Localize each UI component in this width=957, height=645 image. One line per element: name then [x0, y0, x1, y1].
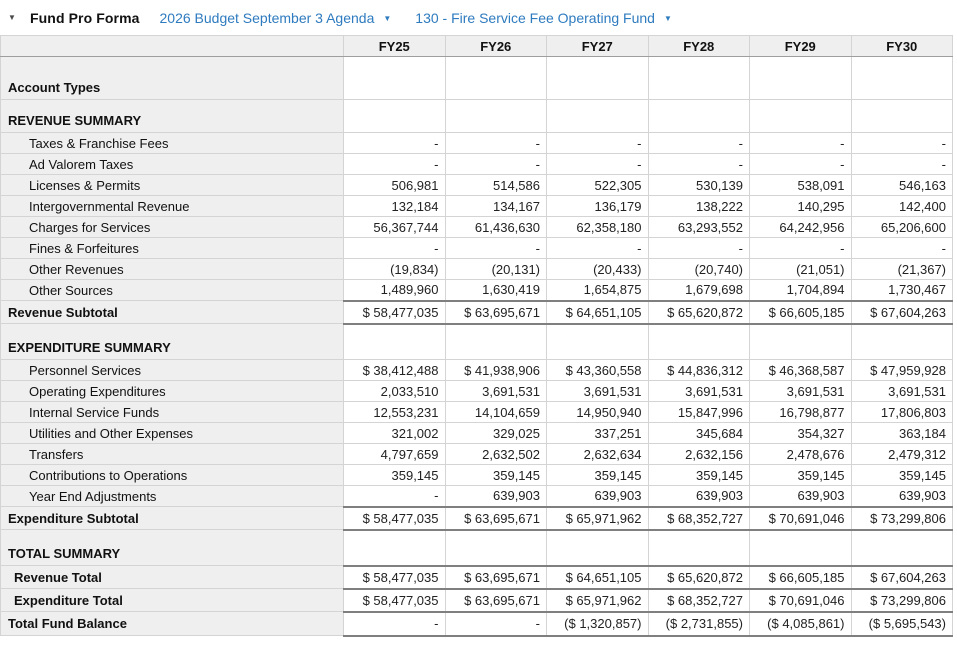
row-label: Charges for Services	[1, 217, 344, 238]
value-cell: 359,145	[445, 465, 547, 486]
value-cell: (20,433)	[547, 259, 649, 280]
row-label: Ad Valorem Taxes	[1, 154, 344, 175]
value-cell: -	[445, 238, 547, 259]
fund-dropdown-label: 130 - Fire Service Fee Operating Fund	[415, 9, 655, 26]
page-title: Fund Pro Forma	[30, 9, 140, 26]
row-label: Revenue Total	[1, 566, 344, 589]
row-label: Operating Expenditures	[1, 381, 344, 402]
value-cell: -	[344, 486, 446, 507]
value-cell: 363,184	[851, 423, 953, 444]
value-cell: $ 46,368,587	[750, 360, 852, 381]
column-header-fy28: FY28	[648, 36, 750, 57]
value-cell: -	[750, 133, 852, 154]
value-cell: 639,903	[851, 486, 953, 507]
value-cell	[445, 100, 547, 133]
value-cell: 530,139	[648, 175, 750, 196]
value-cell: -	[851, 133, 953, 154]
table-row	[1, 280, 953, 301]
row-label: Total Fund Balance	[1, 612, 344, 636]
value-cell: -	[750, 154, 852, 175]
value-cell: -	[547, 238, 649, 259]
value-cell: $ 58,477,035	[344, 301, 446, 324]
value-cell: (21,051)	[750, 259, 852, 280]
table-row	[1, 507, 953, 530]
table-row	[1, 196, 953, 217]
value-cell: (19,834)	[344, 259, 446, 280]
value-cell: -	[344, 238, 446, 259]
value-cell	[750, 100, 852, 133]
value-cell: 56,367,744	[344, 217, 446, 238]
value-cell	[648, 57, 750, 100]
row-label: EXPENDITURE SUMMARY	[1, 324, 344, 360]
column-header-fy27: FY27	[547, 36, 649, 57]
value-cell: 17,806,803	[851, 402, 953, 423]
value-cell	[547, 324, 649, 360]
value-cell	[750, 324, 852, 360]
value-cell	[344, 324, 446, 360]
value-cell: 1,679,698	[648, 280, 750, 301]
value-cell	[648, 530, 750, 566]
value-cell: 16,798,877	[750, 402, 852, 423]
value-cell: $ 64,651,105	[547, 301, 649, 324]
table-row	[1, 360, 953, 381]
value-cell	[750, 530, 852, 566]
value-cell: $ 70,691,046	[750, 507, 852, 530]
value-cell: -	[851, 154, 953, 175]
value-cell: 3,691,531	[648, 381, 750, 402]
value-cell: 138,222	[648, 196, 750, 217]
value-cell: 506,981	[344, 175, 446, 196]
value-cell: 522,305	[547, 175, 649, 196]
value-cell	[851, 57, 953, 100]
row-label: REVENUE SUMMARY	[1, 100, 344, 133]
value-cell: $ 44,836,312	[648, 360, 750, 381]
value-cell	[750, 57, 852, 100]
value-cell: $ 67,604,263	[851, 566, 953, 589]
value-cell: 14,104,659	[445, 402, 547, 423]
table-row	[1, 444, 953, 465]
value-cell: 329,025	[445, 423, 547, 444]
table-row	[1, 259, 953, 280]
column-header-fy25: FY25	[344, 36, 446, 57]
value-cell: 354,327	[750, 423, 852, 444]
table-row	[1, 154, 953, 175]
value-cell	[851, 100, 953, 133]
value-cell: 639,903	[648, 486, 750, 507]
value-cell: 3,691,531	[445, 381, 547, 402]
value-cell	[547, 530, 649, 566]
value-cell: 3,691,531	[750, 381, 852, 402]
value-cell: 14,950,940	[547, 402, 649, 423]
value-cell: 142,400	[851, 196, 953, 217]
table-row	[1, 57, 953, 100]
row-label: TOTAL SUMMARY	[1, 530, 344, 566]
value-cell: 2,479,312	[851, 444, 953, 465]
value-cell: 3,691,531	[851, 381, 953, 402]
value-cell: $ 65,971,962	[547, 507, 649, 530]
value-cell: $ 73,299,806	[851, 589, 953, 612]
value-cell: 2,632,502	[445, 444, 547, 465]
toolbar	[0, 0, 957, 35]
budget-report-dropdown[interactable]	[160, 10, 392, 26]
value-cell: -	[344, 154, 446, 175]
value-cell: $ 58,477,035	[344, 507, 446, 530]
value-cell: 321,002	[344, 423, 446, 444]
value-cell: 359,145	[750, 465, 852, 486]
value-cell: -	[648, 238, 750, 259]
value-cell: 1,489,960	[344, 280, 446, 301]
row-label: Utilities and Other Expenses	[1, 423, 344, 444]
budget-report-dropdown-label: 2026 Budget September 3 Agenda	[159, 9, 375, 26]
value-cell: 4,797,659	[344, 444, 446, 465]
value-cell: 1,630,419	[445, 280, 547, 301]
table-row	[1, 423, 953, 444]
table-row	[1, 133, 953, 154]
value-cell: 345,684	[648, 423, 750, 444]
table-row	[1, 589, 953, 612]
value-cell: 359,145	[851, 465, 953, 486]
value-cell: 61,436,630	[445, 217, 547, 238]
value-cell: $ 66,605,185	[750, 301, 852, 324]
value-cell: 140,295	[750, 196, 852, 217]
value-cell: 359,145	[648, 465, 750, 486]
value-cell: $ 63,695,671	[445, 507, 547, 530]
value-cell	[445, 324, 547, 360]
value-cell: (20,740)	[648, 259, 750, 280]
value-cell: -	[648, 154, 750, 175]
chevron-down-icon: ▼	[663, 13, 672, 23]
table-row	[1, 238, 953, 259]
value-cell: -	[547, 154, 649, 175]
value-cell	[851, 530, 953, 566]
value-cell: 134,167	[445, 196, 547, 217]
value-cell: $ 58,477,035	[344, 589, 446, 612]
column-header-fy26: FY26	[445, 36, 547, 57]
value-cell: $ 68,352,727	[648, 507, 750, 530]
table-row	[1, 324, 953, 360]
pro-forma-table	[0, 35, 953, 637]
value-cell	[648, 324, 750, 360]
row-label: Year End Adjustments	[1, 486, 344, 507]
collapse-caret-icon[interactable]: ▼	[8, 13, 16, 22]
value-cell: 538,091	[750, 175, 852, 196]
value-cell: 64,242,956	[750, 217, 852, 238]
value-cell: $ 63,695,671	[445, 589, 547, 612]
table-header-row	[1, 36, 953, 57]
value-cell: $ 38,412,488	[344, 360, 446, 381]
value-cell: $ 70,691,046	[750, 589, 852, 612]
column-header-fy30: FY30	[851, 36, 953, 57]
value-cell: -	[750, 238, 852, 259]
fund-dropdown[interactable]	[415, 10, 672, 26]
value-cell: 639,903	[750, 486, 852, 507]
value-cell: 2,033,510	[344, 381, 446, 402]
value-cell: 2,632,156	[648, 444, 750, 465]
value-cell: 1,730,467	[851, 280, 953, 301]
row-label: Licenses & Permits	[1, 175, 344, 196]
value-cell: -	[344, 133, 446, 154]
value-cell: 136,179	[547, 196, 649, 217]
value-cell: 337,251	[547, 423, 649, 444]
value-cell: (21,367)	[851, 259, 953, 280]
value-cell	[344, 530, 446, 566]
value-cell: $ 47,959,928	[851, 360, 953, 381]
value-cell: $ 63,695,671	[445, 301, 547, 324]
value-cell: 1,704,894	[750, 280, 852, 301]
value-cell: 2,632,634	[547, 444, 649, 465]
chevron-down-icon: ▼	[383, 13, 392, 23]
value-cell: 514,586	[445, 175, 547, 196]
value-cell: -	[445, 154, 547, 175]
value-cell: 639,903	[445, 486, 547, 507]
value-cell: 3,691,531	[547, 381, 649, 402]
value-cell	[445, 530, 547, 566]
value-cell: $ 66,605,185	[750, 566, 852, 589]
value-cell: $ 41,938,906	[445, 360, 547, 381]
value-cell: 12,553,231	[344, 402, 446, 423]
value-cell: $ 68,352,727	[648, 589, 750, 612]
value-cell: 359,145	[547, 465, 649, 486]
row-label: Fines & Forfeitures	[1, 238, 344, 259]
value-cell: ($ 1,320,857)	[547, 612, 649, 636]
corner-cell	[1, 36, 344, 57]
value-cell: $ 65,620,872	[648, 301, 750, 324]
row-label: Expenditure Subtotal	[1, 507, 344, 530]
value-cell: 62,358,180	[547, 217, 649, 238]
table-row	[1, 381, 953, 402]
table-row	[1, 301, 953, 324]
table-row	[1, 175, 953, 196]
value-cell: -	[445, 612, 547, 636]
table-row	[1, 402, 953, 423]
row-label: Other Revenues	[1, 259, 344, 280]
table-row	[1, 100, 953, 133]
value-cell	[344, 100, 446, 133]
value-cell: -	[547, 133, 649, 154]
row-label: Personnel Services	[1, 360, 344, 381]
value-cell: ($ 2,731,855)	[648, 612, 750, 636]
value-cell: 2,478,676	[750, 444, 852, 465]
table-row	[1, 217, 953, 238]
table-row	[1, 612, 953, 636]
row-label: Revenue Subtotal	[1, 301, 344, 324]
value-cell: 65,206,600	[851, 217, 953, 238]
value-cell: $ 65,971,962	[547, 589, 649, 612]
value-cell: $ 65,620,872	[648, 566, 750, 589]
value-cell: 359,145	[344, 465, 446, 486]
row-label: Taxes & Franchise Fees	[1, 133, 344, 154]
row-label: Account Types	[1, 57, 344, 100]
value-cell	[445, 57, 547, 100]
row-label: Intergovernmental Revenue	[1, 196, 344, 217]
value-cell: -	[344, 612, 446, 636]
table-row	[1, 465, 953, 486]
value-cell: 639,903	[547, 486, 649, 507]
value-cell: $ 73,299,806	[851, 507, 953, 530]
value-cell: ($ 4,085,861)	[750, 612, 852, 636]
value-cell: 1,654,875	[547, 280, 649, 301]
value-cell: $ 67,604,263	[851, 301, 953, 324]
value-cell: $ 63,695,671	[445, 566, 547, 589]
value-cell: 546,163	[851, 175, 953, 196]
value-cell: 63,293,552	[648, 217, 750, 238]
row-label: Expenditure Total	[1, 589, 344, 612]
value-cell: -	[851, 238, 953, 259]
value-cell	[344, 57, 446, 100]
column-header-fy29: FY29	[750, 36, 852, 57]
value-cell: $ 58,477,035	[344, 566, 446, 589]
value-cell	[851, 324, 953, 360]
value-cell: (20,131)	[445, 259, 547, 280]
value-cell: $ 64,651,105	[547, 566, 649, 589]
value-cell: -	[445, 133, 547, 154]
row-label: Contributions to Operations	[1, 465, 344, 486]
value-cell: 132,184	[344, 196, 446, 217]
table-row	[1, 530, 953, 566]
table-row	[1, 486, 953, 507]
value-cell	[547, 57, 649, 100]
value-cell: 15,847,996	[648, 402, 750, 423]
value-cell	[648, 100, 750, 133]
table-row	[1, 566, 953, 589]
row-label: Internal Service Funds	[1, 402, 344, 423]
value-cell: $ 43,360,558	[547, 360, 649, 381]
value-cell: ($ 5,695,543)	[851, 612, 953, 636]
value-cell	[547, 100, 649, 133]
row-label: Other Sources	[1, 280, 344, 301]
row-label: Transfers	[1, 444, 344, 465]
value-cell: -	[648, 133, 750, 154]
